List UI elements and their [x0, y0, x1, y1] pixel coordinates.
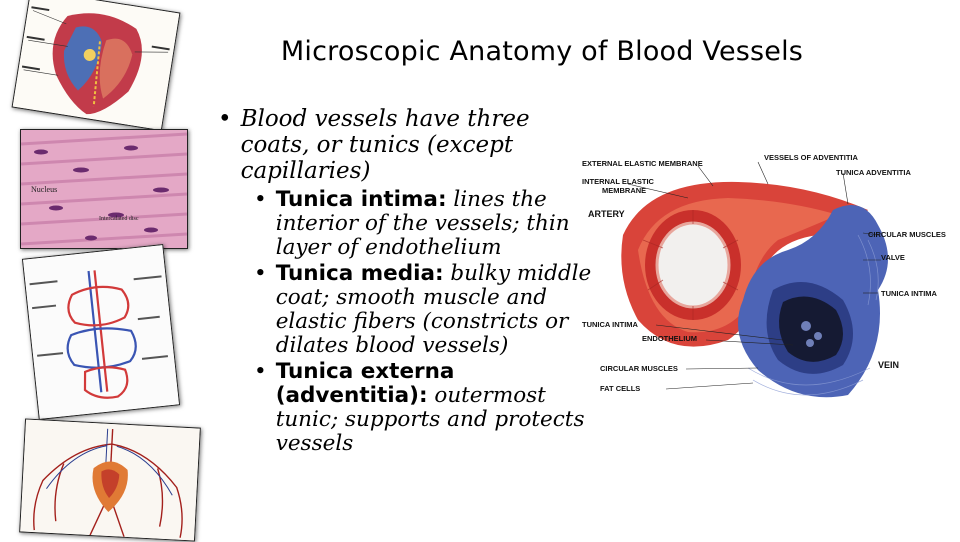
label-fat-cells: FAT CELLS [600, 384, 641, 393]
bullet-text: Blood vessels have three coats, or tunics (except capillaries) [240, 106, 530, 184]
slide-title: Microscopic Anatomy of Blood Vessels [280, 36, 804, 67]
heart-cross-section-image [12, 0, 181, 131]
label-tunica-adventitia: TUNICA ADVENTITIA [836, 168, 911, 177]
bullet-dot: • [254, 187, 267, 212]
intercalated-disc-label: Intercalated disc [99, 216, 139, 222]
circulation-diagram-image [22, 244, 180, 420]
sub-bullet-list [254, 188, 598, 456]
definition-tunica-media: bulky middle coat; smooth muscle and elastic fibers (constricts or dilates blood vessels) [275, 261, 592, 358]
term-tunica-externa: Tunica externa (adventitia): [275, 359, 455, 408]
label-circular-muscles-left: CIRCULAR MUSCLES [600, 364, 678, 373]
sub-bullet-tunica-media [254, 262, 598, 358]
label-internal-elastic-1: INTERNAL ELASTIC [582, 177, 654, 186]
definition-tunica-intima: lines the interior of the vessels; thin layer of endothelium [275, 187, 570, 260]
term-tunica-media: Tunica media: [275, 261, 444, 286]
nucleus-label: Nucleus [31, 185, 58, 194]
sub-bullet-tunica-intima [254, 188, 598, 260]
definition-tunica-externa: outermost tunic; supports and protects vessels [275, 383, 585, 456]
term-tunica-intima: Tunica intima: [275, 187, 447, 212]
vascular-system-image [19, 418, 201, 541]
label-tunica-intima-right: TUNICA INTIMA [881, 289, 937, 298]
bullet-dot: • [218, 106, 232, 132]
label-endothelium: ENDOTHELIUM [642, 334, 697, 343]
label-vein: VEIN [878, 360, 900, 370]
label-internal-elastic-2: MEMBRANE [602, 186, 647, 195]
bullet-list [218, 106, 598, 458]
label-tunica-intima-left: TUNICA INTIMA [582, 320, 638, 329]
artery-vein-diagram [578, 140, 960, 410]
bullet-dot: • [254, 359, 267, 384]
label-external-elastic-membrane: EXTERNAL ELASTIC MEMBRANE [582, 159, 703, 168]
cardiac-muscle-micrograph [20, 129, 188, 249]
label-artery: ARTERY [588, 209, 625, 219]
label-valve: VALVE [881, 253, 905, 262]
label-vessels-of-adventitia: VESSELS OF ADVENTITIA [764, 153, 858, 162]
bullet-item [218, 106, 598, 184]
label-circular-muscles-right: CIRCULAR MUSCLES [868, 230, 946, 239]
sub-bullet-tunica-externa [254, 360, 598, 456]
bullet-dot: • [254, 261, 267, 286]
